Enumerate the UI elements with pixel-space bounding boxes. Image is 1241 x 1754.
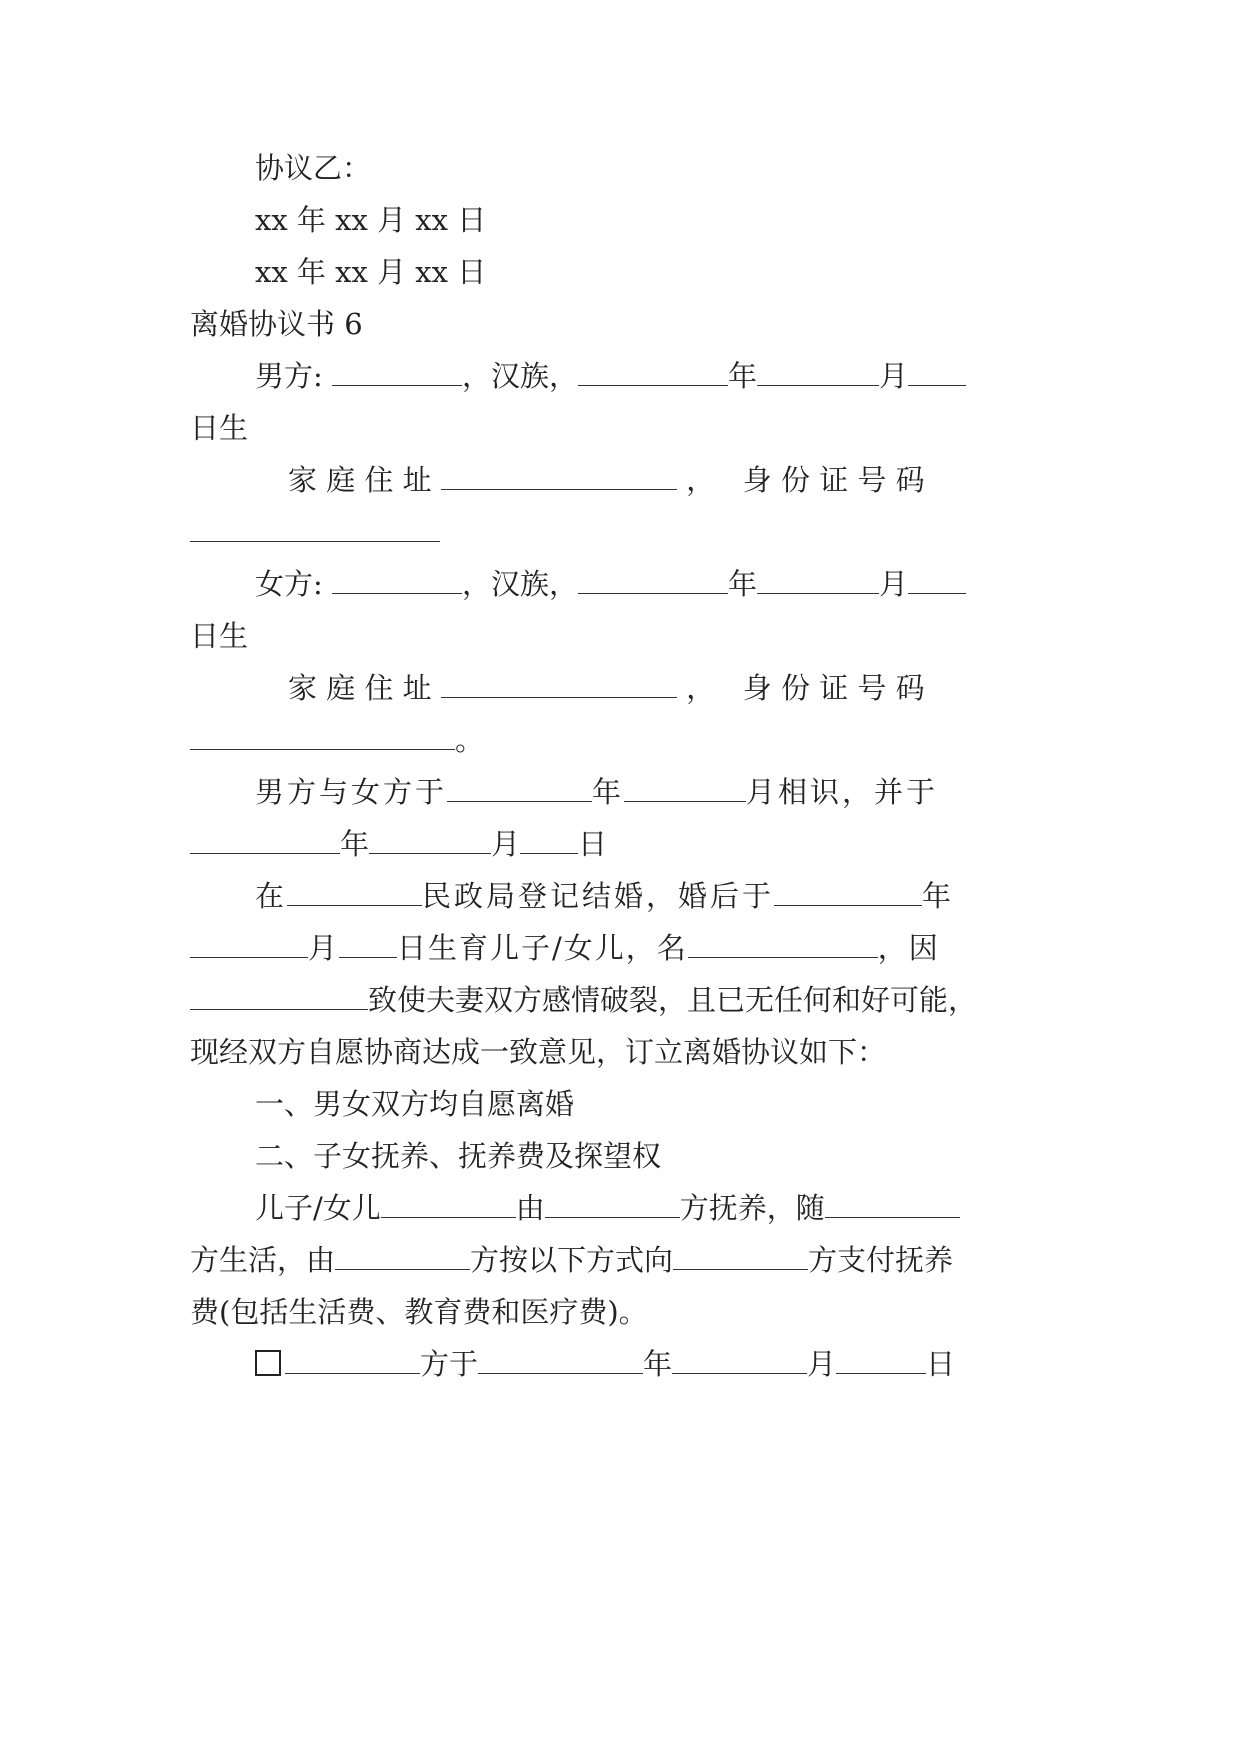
option-day-blank bbox=[836, 1351, 926, 1374]
female-label: 女方: bbox=[255, 567, 323, 601]
custody-child: 儿子/女儿 bbox=[255, 1191, 381, 1225]
female-id-label: 身 份 证 号 码 bbox=[742, 671, 925, 705]
female-year-label: 年 bbox=[728, 567, 758, 601]
female-comma: ， bbox=[686, 671, 716, 705]
agreement-intro: 现经双方自愿协商达成一致意见，订立离婚协议如下： bbox=[190, 1035, 887, 1069]
child-line bbox=[190, 930, 1055, 966]
female-id-blank bbox=[190, 727, 455, 750]
meet-text: 男方与女方于 bbox=[255, 775, 448, 809]
clause-1: 一、男女双方均自愿离婚 bbox=[255, 1087, 575, 1121]
register-bureau: 民政局登记结婚，婚后于 bbox=[422, 879, 775, 913]
male-month-blank bbox=[757, 363, 879, 386]
male-id-line bbox=[190, 514, 1055, 550]
custody-child-blank bbox=[381, 1195, 516, 1218]
option-month-blank bbox=[672, 1351, 807, 1374]
male-year-label: 年 bbox=[728, 359, 758, 393]
female-line bbox=[255, 566, 1055, 602]
male-id-label: 身 份 证 号 码 bbox=[742, 463, 925, 497]
marry-year-blank bbox=[190, 831, 340, 854]
meet-month-label: 月相识，并于 bbox=[746, 775, 939, 809]
child-year-blank bbox=[774, 883, 922, 906]
child-born: 日生育儿子/女儿，名 bbox=[397, 931, 688, 965]
female-address-line bbox=[288, 670, 1055, 706]
register-bureau-blank bbox=[287, 883, 422, 906]
option-year-label: 年 bbox=[643, 1347, 673, 1381]
register-line bbox=[255, 878, 1055, 914]
male-label: 男方: bbox=[255, 359, 323, 393]
cause-blank bbox=[190, 987, 368, 1010]
marry-month-label: 月 bbox=[491, 827, 521, 861]
marry-day-label: 日 bbox=[578, 827, 608, 861]
child-day-blank bbox=[339, 935, 397, 958]
female-month-label: 月 bbox=[879, 567, 909, 601]
option-party: 方于 bbox=[420, 1347, 479, 1381]
marry-date-line bbox=[190, 826, 1055, 862]
male-name-blank bbox=[332, 363, 462, 386]
option-party-blank bbox=[285, 1351, 420, 1374]
meet-year-blank bbox=[447, 779, 592, 802]
custody-live-blank bbox=[825, 1195, 960, 1218]
checkbox[interactable] bbox=[255, 1350, 281, 1376]
female-id-line bbox=[190, 722, 1055, 758]
female-address-label: 家 庭 住 址 bbox=[288, 671, 432, 705]
date-line-2: xx 年 xx 月 xx 日 bbox=[255, 255, 487, 289]
meet-line bbox=[255, 774, 1055, 810]
female-day-blank bbox=[908, 571, 966, 594]
male-day-blank bbox=[908, 363, 966, 386]
custody-live: 方生活，由 bbox=[190, 1243, 336, 1277]
male-address-blank bbox=[441, 467, 677, 490]
register-at: 在 bbox=[255, 879, 288, 913]
option-year-blank bbox=[478, 1351, 643, 1374]
option-day-label: 日 bbox=[926, 1347, 956, 1381]
custody-party-blank bbox=[545, 1195, 680, 1218]
child-year-label: 年 bbox=[922, 879, 955, 913]
male-born: 日生 bbox=[190, 411, 249, 445]
male-ethnic: ，汉族， bbox=[462, 359, 579, 393]
custody-pay-to: 方按以下方式向 bbox=[470, 1243, 674, 1277]
female-born: 日生 bbox=[190, 619, 249, 653]
meet-year-label: 年 bbox=[592, 775, 625, 809]
custody-raise: 方抚养，随 bbox=[679, 1191, 825, 1225]
male-line bbox=[255, 358, 1055, 394]
option-line bbox=[255, 1346, 1055, 1382]
female-address-blank bbox=[441, 675, 677, 698]
female-ethnic: ，汉族， bbox=[462, 567, 579, 601]
female-year-blank bbox=[578, 571, 728, 594]
support-line bbox=[190, 1242, 1055, 1278]
payee-blank bbox=[673, 1247, 808, 1270]
support-fee: 费(包括生活费、教育费和医疗费)。 bbox=[190, 1295, 648, 1329]
child-month-blank bbox=[190, 935, 308, 958]
custody-by: 由 bbox=[515, 1191, 545, 1225]
male-id-blank bbox=[190, 519, 440, 542]
option-month-label: 月 bbox=[807, 1347, 837, 1381]
female-end: 。 bbox=[455, 723, 485, 757]
custody-line bbox=[255, 1190, 1055, 1226]
document-title: 离婚协议书 6 bbox=[190, 307, 363, 341]
signature-label: 协议乙： bbox=[255, 151, 372, 185]
male-year-blank bbox=[578, 363, 728, 386]
male-comma: ， bbox=[686, 463, 716, 497]
child-because: ，因 bbox=[877, 931, 940, 965]
marry-month-blank bbox=[369, 831, 491, 854]
clause-2: 二、子女抚养、抚养费及探望权 bbox=[255, 1139, 662, 1173]
female-month-blank bbox=[757, 571, 879, 594]
custody-pay: 方支付抚养 bbox=[808, 1243, 954, 1277]
male-address-label: 家 庭 住 址 bbox=[288, 463, 432, 497]
marry-year-label: 年 bbox=[340, 827, 370, 861]
female-name-blank bbox=[332, 571, 462, 594]
child-month-label: 月 bbox=[308, 931, 340, 965]
marry-day-blank bbox=[520, 831, 578, 854]
male-address-line bbox=[288, 462, 1055, 498]
cause-line bbox=[190, 982, 1055, 1018]
cause-text: 致使夫妻双方感情破裂，且已无任何和好可能， bbox=[368, 983, 978, 1017]
child-name-blank bbox=[688, 935, 878, 958]
date-line-1: xx 年 xx 月 xx 日 bbox=[255, 203, 487, 237]
meet-month-blank bbox=[624, 779, 746, 802]
payer-blank bbox=[335, 1247, 470, 1270]
male-month-label: 月 bbox=[879, 359, 909, 393]
